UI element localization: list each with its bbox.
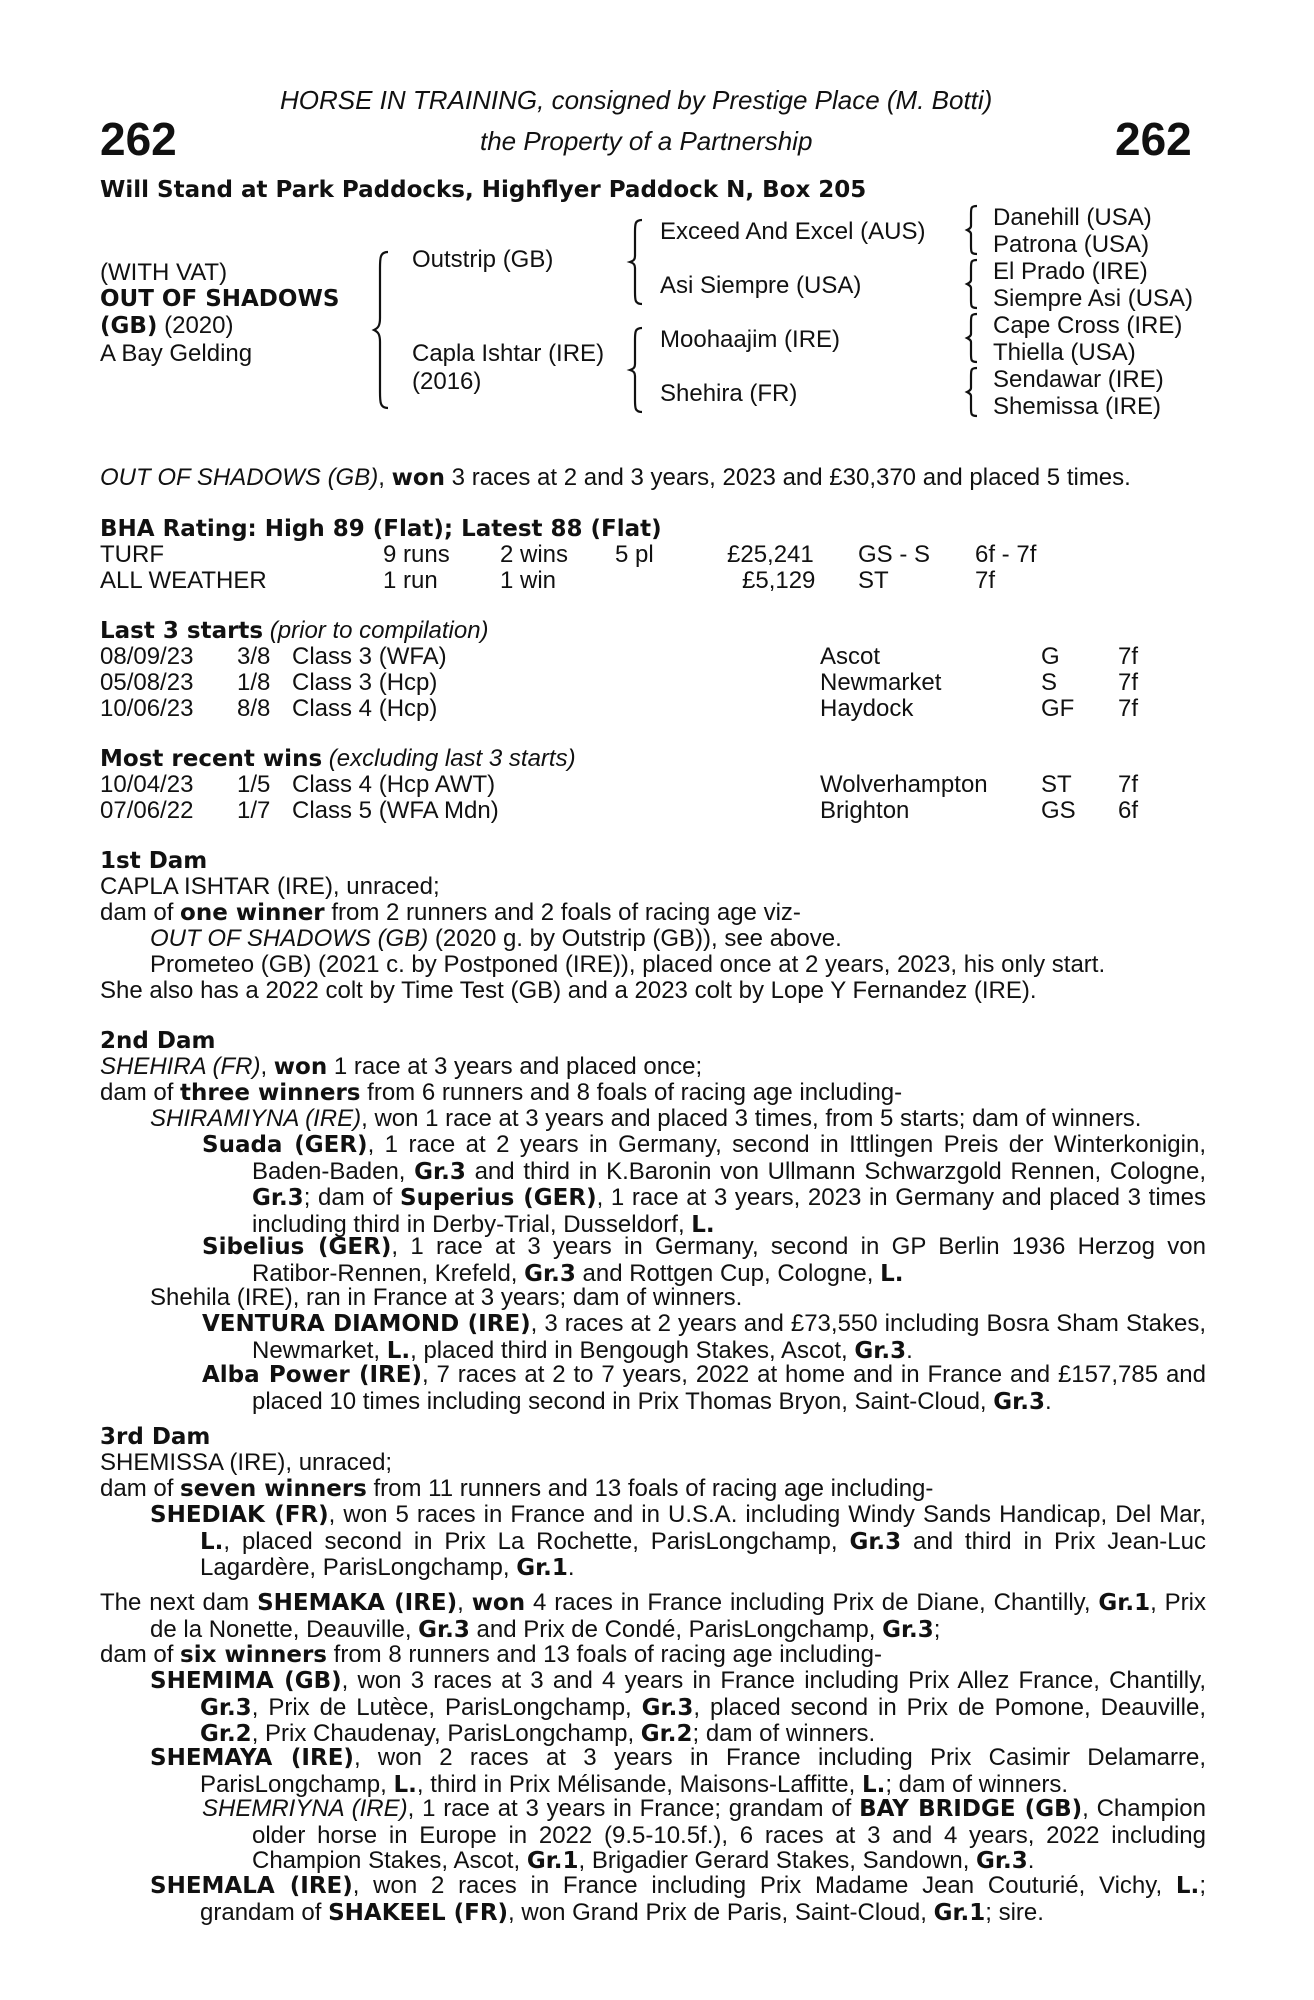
text: from 2 runners and 2 foals of racing age viz-: [324, 899, 801, 926]
win-class: Class 4 (Hcp AWT): [292, 771, 496, 798]
text: ; sire.: [985, 1898, 1044, 1926]
recent-title: Most recent wins: [100, 746, 323, 772]
grade: Gr.1: [1098, 1590, 1151, 1616]
alba-power-entry: [202, 1362, 1206, 1415]
pedigree-bracket-ss: [967, 204, 981, 256]
text: ,: [457, 1589, 472, 1616]
grade: Gr.3: [854, 1337, 907, 1364]
shemriyna-entry: [202, 1796, 1206, 1875]
second-dam-heading: 2nd Dam: [100, 1028, 216, 1054]
pedigree-sdd: Siempre Asi (USA): [993, 285, 1194, 312]
text: , Prix de la Nonette, Deauville,: [150, 1589, 1206, 1643]
grade: Gr.3: [200, 1694, 252, 1721]
text: , third in Prix Mélisande, Maisons-Laffitte,: [416, 1770, 862, 1798]
grade: Gr.1: [933, 1899, 986, 1926]
grade: Gr.3: [849, 1528, 902, 1555]
win-date: 07/06/22: [100, 797, 194, 824]
text: from 8 runners and 13 foals of racing age including-: [326, 1641, 882, 1668]
lot-number-right: 262: [1115, 113, 1192, 165]
listed: L.: [1175, 1873, 1200, 1899]
grade: Gr.3: [418, 1616, 470, 1643]
rating-runs: 1 run: [383, 567, 438, 594]
grade: Gr.3: [976, 1848, 1028, 1874]
win-going: GS: [1041, 797, 1076, 824]
stand-location: Will Stand at Park Paddocks, Highflyer Paddock N, Box 205: [100, 177, 867, 203]
pedigree-sire-dam: Asi Siempre (USA): [660, 272, 862, 299]
text: ; dam of: [303, 1184, 400, 1211]
last3-title: Last 3 starts: [100, 618, 264, 644]
race-summary: [100, 465, 1131, 491]
pedigree-sire-sire: Exceed And Excel (AUS): [660, 218, 926, 245]
pedigree-bracket-main: [374, 250, 394, 410]
horse-name: SHEMAKA (IRE): [257, 1590, 458, 1616]
first-dam-foal-1: [150, 926, 842, 952]
horse-name: Sibelius (GER): [202, 1234, 392, 1260]
text: , placed third in Bengough Stakes, Ascot,: [410, 1336, 855, 1364]
text: ; dam of winners.: [885, 1770, 1069, 1798]
horse-name: SHAKEEL (FR): [328, 1899, 509, 1926]
pedigree-dam-sire: Moohaajim (IRE): [660, 326, 841, 353]
start-position: 1/8: [237, 669, 271, 696]
grade: Gr.1: [516, 1555, 568, 1581]
listed: L.: [200, 1528, 224, 1555]
pedigree-dam: Capla Ishtar (IRE): [412, 340, 605, 367]
grade: Gr.1: [526, 1848, 579, 1874]
summary-won: won: [391, 465, 446, 491]
rating-placed: 5 pl: [615, 541, 654, 568]
win-position: 1/5: [237, 771, 271, 798]
text: ; grandam of: [200, 1872, 1206, 1926]
text: The next dam: [100, 1589, 258, 1616]
text: ; dam of winners.: [692, 1720, 876, 1747]
rating-runs: 9 runs: [383, 541, 450, 568]
pedigree-dam-dam: Shehira (FR): [660, 380, 798, 407]
rating-prize: £25,241: [727, 541, 814, 568]
shediak-entry: [150, 1502, 1206, 1582]
text: (2020 g. by Outstrip (GB)), see above.: [428, 925, 842, 952]
start-going: G: [1041, 643, 1060, 670]
text: , Brigadier Gerard Stakes, Sandown,: [578, 1847, 977, 1874]
pedigree-sire: Outstrip (GB): [412, 246, 554, 273]
win-distance: 6f: [1118, 797, 1139, 824]
recent-note: (excluding last 3 starts): [322, 745, 576, 772]
text: , Prix Chaudenay, ParisLongchamp,: [251, 1720, 641, 1747]
text: and Rottgen Cup, Cologne,: [575, 1259, 881, 1287]
text: , 1 race at 3 years in France; grandam of: [407, 1795, 860, 1822]
start-course: Newmarket: [820, 669, 942, 696]
lot-number-left: 262: [100, 113, 177, 165]
text: .: [1044, 1387, 1052, 1415]
next-dam-entry: [100, 1590, 1206, 1643]
text: , won 2 races in France including Prix Madame Jean Couturié, Vichy,: [352, 1872, 1176, 1899]
recent-wins-heading: [100, 746, 576, 772]
next-dam-produce: [100, 1642, 882, 1668]
horse-name: VENTURA DIAMOND (IRE): [202, 1311, 531, 1337]
win-date: 10/04/23: [100, 771, 194, 798]
start-date: 05/08/23: [100, 669, 194, 696]
text: , 3 races at 2 years and £73,550 including Bosra Sham Stakes, Newmarket,: [252, 1310, 1207, 1364]
grade: Gr.2: [200, 1721, 252, 1747]
pedigree-sds: El Prado (IRE): [993, 258, 1148, 285]
rating-surface: ALL WEATHER: [100, 567, 267, 594]
text: , won 2 races at 3 years in France including Prix Casimir Delamarre, ParisLongchamp,: [200, 1744, 1207, 1798]
win-course: Wolverhampton: [820, 771, 988, 798]
last3-note: (prior to compilation): [263, 617, 489, 644]
text: ;: [933, 1615, 941, 1643]
pedigree-dam-year: (2016): [412, 368, 482, 395]
property-line: the Property of a Partnership: [480, 126, 813, 156]
rating-going: GS - S: [858, 541, 931, 568]
shemala-entry: [150, 1873, 1206, 1926]
text: , 1 race at 3 years, 2023 in Germany and placed 3 times including third in Derby-Trial, Dusseldorf,: [252, 1184, 1207, 1238]
text: , placed second in Prix de Pomone, Deauville,: [693, 1693, 1206, 1721]
summary-sep: ,: [378, 464, 392, 491]
text: , 1 race at 2 years in Germany, second in Ittlingen Preis der Winterkonigin, Baden-Baden,: [252, 1131, 1206, 1185]
rating-distance: 6f - 7f: [975, 541, 1037, 568]
horse-country: (GB): [100, 313, 158, 339]
grade: Gr.3: [993, 1388, 1045, 1415]
grade: Gr.2: [640, 1721, 693, 1747]
won: won: [471, 1590, 526, 1616]
bha-rating: BHA Rating: High 89 (Flat); Latest 88 (Flat): [100, 516, 662, 542]
third-dam-line: SHEMISSA (IRE), unraced;: [100, 1449, 393, 1476]
horse-name: SHEDIAK (FR): [150, 1502, 329, 1528]
shehila-entry: Shehila (IRE), ran in France at 3 years; dam of winners.: [150, 1284, 743, 1311]
horse-name: SHEMAYA (IRE): [150, 1745, 354, 1771]
rating-surface: TURF: [100, 541, 164, 568]
horse-name: BAY BRIDGE (GB): [859, 1796, 1083, 1822]
win-course: Brighton: [820, 797, 910, 824]
grade: Gr.3: [414, 1158, 466, 1185]
winners-count: three winners: [180, 1080, 361, 1106]
pedigree-dss: Cape Cross (IRE): [993, 312, 1183, 339]
text: dam of: [100, 1475, 181, 1502]
horse-name: OUT OF SHADOWS: [100, 286, 340, 312]
text: and Prix de Condé, ParisLongchamp,: [469, 1615, 883, 1643]
start-distance: 7f: [1118, 695, 1139, 722]
text: , won 5 races in France and in U.S.A. including Windy Sands Handicap, Del Mar,: [328, 1501, 1206, 1528]
text: dam of: [100, 899, 181, 926]
grade: Gr.3: [882, 1616, 934, 1643]
pedigree-bracket-ds: [967, 312, 981, 364]
pedigree-dsd: Thiella (USA): [993, 339, 1136, 366]
shemima-entry: [150, 1668, 1206, 1748]
start-position: 3/8: [237, 643, 271, 670]
start-class: Class 4 (Hcp): [292, 695, 438, 722]
rating-going: ST: [858, 567, 889, 594]
pedigree-ddd: Shemissa (IRE): [993, 393, 1162, 420]
text: dam of: [100, 1079, 181, 1106]
pedigree-dds: Sendawar (IRE): [993, 366, 1164, 393]
pedigree-bracket-dam: [630, 326, 648, 414]
text: , 7 races at 2 to 7 years, 2022 at home and in France and £157,785 and placed 10 times including second in Prix Thomas Bryon, Saint-Cloud,: [252, 1361, 1206, 1415]
horse-description: A Bay Gelding: [100, 340, 253, 367]
text: .: [567, 1554, 575, 1581]
rating-prize: £5,129: [742, 567, 816, 594]
first-dam-heading: 1st Dam: [100, 848, 208, 874]
first-dam-winners: one winner: [180, 900, 325, 926]
horse-name: Suada (GER): [202, 1132, 368, 1158]
text: dam of: [100, 1641, 181, 1668]
rating-wins: 1 win: [500, 567, 557, 594]
start-course: Haydock: [820, 695, 914, 722]
horse-name: Alba Power (IRE): [202, 1362, 422, 1388]
won: won: [273, 1054, 328, 1080]
pedigree-bracket-sire: [630, 218, 648, 306]
rating-wins: 2 wins: [500, 541, 569, 568]
listed: L.: [393, 1771, 417, 1798]
text: , Prix de Lutèce, ParisLongchamp,: [251, 1693, 642, 1721]
horse-name: SHEMALA (IRE): [150, 1873, 353, 1899]
win-going: ST: [1041, 771, 1072, 798]
first-dam-line: CAPLA ISHTAR (IRE), unraced;: [100, 873, 440, 900]
horse-name: SHEMRIYNA (IRE): [202, 1795, 408, 1822]
horse-name: SHEMIMA (GB): [150, 1668, 342, 1694]
start-going: GF: [1041, 695, 1075, 722]
shemaya-entry: [150, 1745, 1206, 1798]
first-dam-produce: [100, 900, 801, 926]
winners-count: seven winners: [180, 1476, 367, 1502]
pedigree-ssd: Patrona (USA): [993, 231, 1150, 258]
win-class: Class 5 (WFA Mdn): [292, 797, 499, 824]
text: , placed second in Prix La Rochette, ParisLongchamp,: [223, 1527, 850, 1555]
sibelius-entry: [202, 1234, 1206, 1287]
grade: Gr.3: [641, 1694, 694, 1721]
text: from 6 runners and 8 foals of racing age including-: [360, 1079, 903, 1106]
second-dam-produce: [100, 1080, 902, 1106]
third-dam-produce: [100, 1476, 933, 1502]
text: 1 race at 3 years and placed once;: [327, 1053, 703, 1080]
horse-year: (2020): [157, 312, 234, 339]
start-course: Ascot: [820, 643, 881, 670]
suada-entry: [202, 1132, 1206, 1238]
start-position: 8/8: [237, 695, 271, 722]
summary-horse-name: OUT OF SHADOWS (GB): [100, 464, 379, 491]
text: , won Grand Prix de Paris, Saint-Cloud,: [508, 1898, 934, 1926]
text: , 1 race at 3 years in Germany, second in GP Berlin 1936 Herzog von Ratibor-Rennen, Krefeld,: [252, 1233, 1206, 1287]
start-going: S: [1041, 669, 1058, 696]
rating-distance: 7f: [975, 567, 996, 594]
text: .: [906, 1336, 913, 1364]
text: , won 3 races at 3 and 4 years in France including Prix Allez France, Chantilly,: [341, 1667, 1206, 1694]
shiramiyna-entry: [150, 1106, 1141, 1132]
listed: L.: [691, 1211, 715, 1238]
pedigree-sss: Danehill (USA): [993, 204, 1152, 231]
start-class: Class 3 (Hcp): [292, 669, 438, 696]
foal-name: OUT OF SHADOWS (GB): [150, 925, 429, 952]
dam-name: SHEHIRA (FR): [100, 1053, 261, 1080]
start-class: Class 3 (WFA): [292, 643, 447, 670]
horse-name: SHIRAMIYNA (IRE): [150, 1105, 362, 1132]
text: , won 1 race at 3 years and placed 3 times, from 5 starts; dam of winners.: [361, 1105, 1142, 1132]
listed: L.: [861, 1771, 886, 1798]
horse-origin-year: [100, 313, 233, 339]
second-dam-line: [100, 1054, 702, 1080]
summary-rest: 3 races at 2 and 3 years, 2023 and £30,370 and placed 5 times.: [445, 464, 1131, 491]
text: and third in K.Baronin von Ullmann Schwarzgold Rennen, Cologne,: [465, 1157, 1206, 1185]
consignor-line: HORSE IN TRAINING, consigned by Prestige Place (M. Botti): [280, 85, 993, 115]
listed: L.: [880, 1260, 904, 1287]
start-date: 10/06/23: [100, 695, 194, 722]
start-distance: 7f: [1118, 669, 1139, 696]
text: and third in Prix Jean-Luc Lagardère, ParisLongchamp,: [200, 1527, 1206, 1581]
pedigree-bracket-dd: [967, 366, 981, 418]
start-distance: 7f: [1118, 643, 1139, 670]
text: .: [1027, 1847, 1035, 1874]
text: from 11 runners and 13 foals of racing age including-: [366, 1475, 934, 1502]
grade: Gr.3: [524, 1260, 576, 1287]
third-dam-heading: 3rd Dam: [100, 1424, 211, 1450]
pedigree-bracket-sd: [967, 258, 981, 310]
last-3-starts-heading: [100, 618, 489, 644]
first-dam-foal-2: Prometeo (GB) (2021 c. by Postponed (IRE)), placed once at 2 years, 2023, his only start.: [150, 951, 1106, 978]
text: , Champion older horse in Europe in 2022 (9.5-10.5f.), 6 races at 3 and 4 years, 2022 including Champion Stakes, Ascot,: [252, 1795, 1206, 1874]
start-date: 08/09/23: [100, 643, 194, 670]
first-dam-also: She also has a 2022 colt by Time Test (GB) and a 2023 colt by Lope Y Fernandez (IRE).: [100, 977, 1037, 1004]
win-position: 1/7: [237, 797, 271, 824]
text: 4 races in France including Prix de Diane, Chantilly,: [525, 1589, 1099, 1616]
listed: L.: [386, 1337, 411, 1364]
win-distance: 7f: [1118, 771, 1139, 798]
grade: Gr.3: [252, 1185, 304, 1211]
horse-name: Superius (GER): [400, 1185, 597, 1211]
text: ,: [260, 1053, 274, 1080]
winners-count: six winners: [180, 1642, 327, 1668]
vat-note: (WITH VAT): [100, 259, 228, 286]
ventura-entry: [202, 1311, 1206, 1364]
